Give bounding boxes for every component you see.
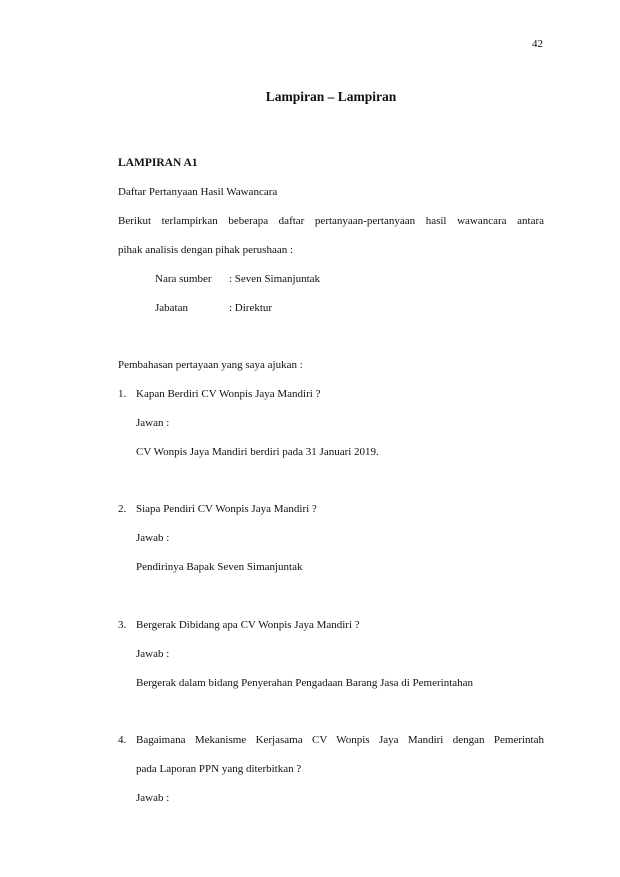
question-text-line-1: Bagaimana Mekanisme Kerjasama CV Wonpis Jaya Mandiri dengan Pemerintah (136, 734, 544, 746)
question-number: 3. (118, 619, 127, 631)
source-label: Nara sumber (155, 273, 212, 285)
question-number: 2. (118, 503, 127, 515)
position-value: : Direktur (229, 302, 273, 314)
source-value: : Seven Simanjuntak (229, 273, 321, 285)
section-subtitle: Daftar Pertanyaan Hasil Wawancara (118, 186, 278, 198)
document-title: Lampiran – Lampiran (265, 89, 397, 104)
answer-text: Pendirinya Bapak Seven Simanjuntak (136, 561, 303, 573)
answer-text: CV Wonpis Jaya Mandiri berdiri pada 31 Januari 2019. (136, 446, 379, 458)
answer-label: Jawan : (136, 417, 170, 429)
position-label: Jabatan (155, 302, 188, 314)
question-number: 4. (118, 734, 127, 746)
answer-label: Jawab : (136, 532, 170, 544)
answer-label: Jawab : (136, 648, 170, 660)
intro-line-1: Berikut terlampirkan beberapa daftar pertanyaan-pertanyaan hasil wawancara antara (118, 215, 544, 227)
question-text: Kapan Berdiri CV Wonpis Jaya Mandiri ? (136, 388, 321, 400)
question-number: 1. (118, 388, 127, 400)
discussion-intro: Pembahasan pertayaan yang saya ajukan : (118, 359, 303, 371)
intro-line-2: pihak analisis dengan pihak perushaan : (118, 244, 294, 256)
question-text: Bergerak Dibidang apa CV Wonpis Jaya Mandiri ? (136, 619, 360, 631)
section-heading: LAMPIRAN A1 (118, 157, 198, 169)
answer-label: Jawab : (136, 792, 170, 804)
page-number: 42 (532, 38, 543, 50)
question-text: Siapa Pendiri CV Wonpis Jaya Mandiri ? (136, 503, 317, 515)
question-text-line-2: pada Laporan PPN yang diterbitkan ? (136, 763, 302, 775)
answer-text: Bergerak dalam bidang Penyerahan Pengadaan Barang Jasa di Pemerintahan (136, 677, 474, 689)
